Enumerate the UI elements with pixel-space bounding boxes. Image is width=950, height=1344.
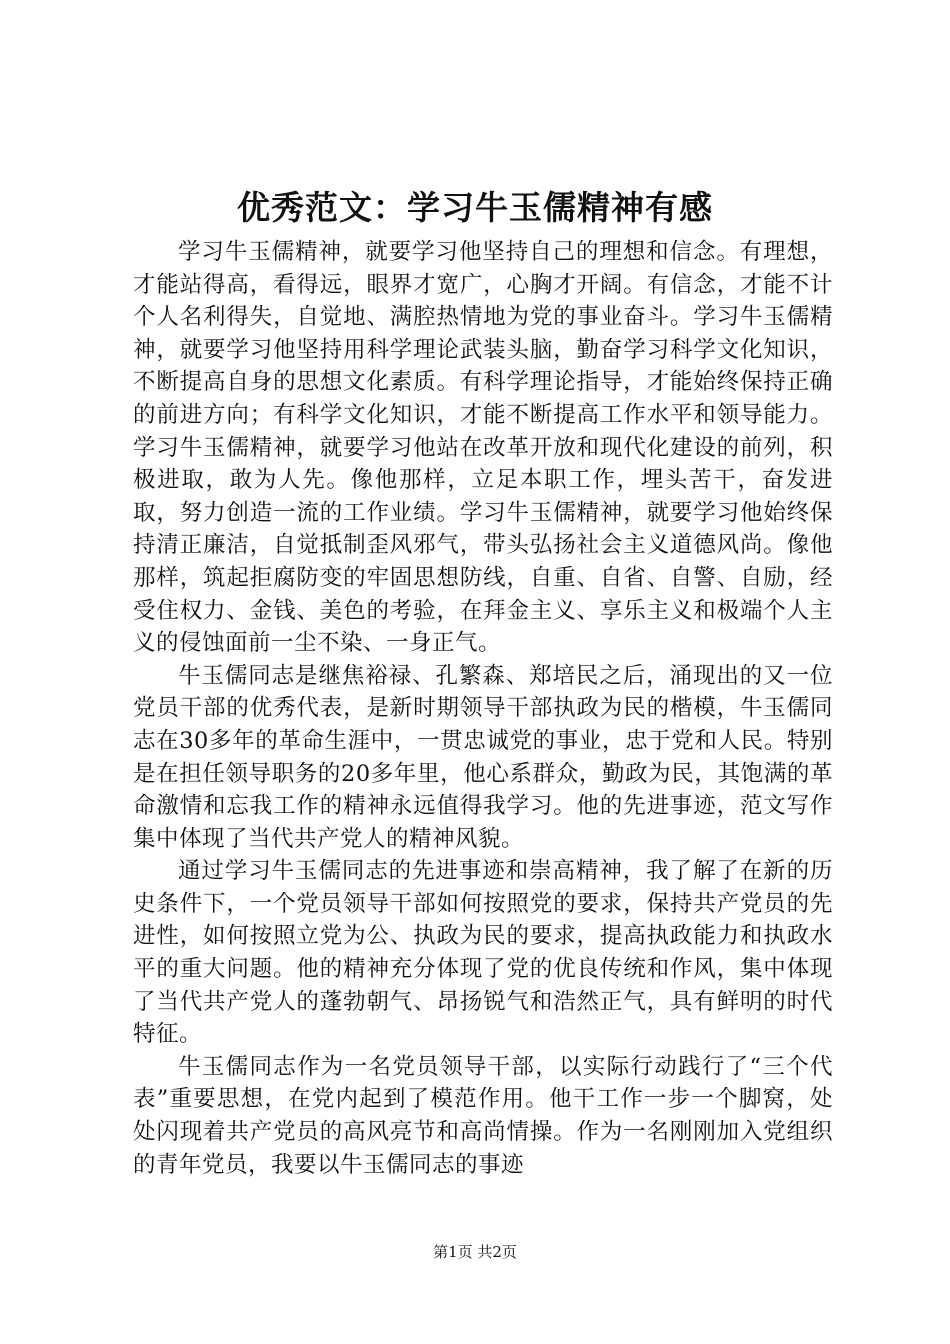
paragraph: 通过学习牛玉儒同志的先进事迹和崇高精神，我了解了在新的历史条件下，一个党员领导干部如何按照党的要求，保持共产党员的先进性，如何按照立党为公、执政为民的要求，提高执政能力和执政水平的重大问题。他的精神充分体现了党的优良传统和作风，集中体现了当代共产党人的蓬勃朝气、昂扬锐气和浩然正气，具有鲜明的时代特征。 <box>133 858 833 1048</box>
paragraph: 牛玉儒同志是继焦裕禄、孔繁森、郑培民之后，涌现出的又一位党员干部的优秀代表，是新时期领导干部执政为民的楷模，牛玉儒同志在30多年的革命生涯中，一贯忠诚党的事业，忠于党和人民。特别是在担任领导职务的20多年里，他心系群众，勤政为民，其饱满的革命激情和忘我工作的精神永远值得我学习。他的先进事迹，范文写作集中体现了当代共产党人的精神风貌。 <box>133 662 833 852</box>
paragraph: 牛玉儒同志作为一名党员领导干部，以实际行动践行了“三个代表”重要思想，在党内起到了模范作用。他干工作一步一个脚窝，处处闪现着共产党员的高风亮节和高尚情操。作为一名刚刚加入党组织的青年党员，我要以牛玉儒同志的事迹 <box>133 1053 833 1178</box>
document-body <box>133 236 833 1181</box>
document-title: 优秀范文：学习牛玉儒精神有感 <box>237 188 713 227</box>
paragraph: 学习牛玉儒精神，就要学习他坚持自己的理想和信念。有理想，才能站得高，看得远，眼界才宽广，心胸才开阔。有信念，才能不计个人名利得失，自觉地、满腔热情地为党的事业奋斗。学习牛玉儒精神，就要学习他坚持用科学理论武装头脑，勤奋学习科学文化知识，不断提高自身的思想文化素质。有科学理论指导，才能始终保持正确的前进方向；有科学文化知识，才能不断提高工作水平和领导能力。学习牛玉儒精神，就要学习他站在改革开放和现代化建设的前列，积极进取，敢为人先。像他那样，立足本职工作，埋头苦干，奋发进取，努力创造一流的工作业绩。学习牛玉儒精神，就要学习他始终保持清正廉洁，自觉抵制歪风邪气，带头弘扬社会主义道德风尚。像他那样，筑起拒腐防变的牢固思想防线，自重、自省、自警、自励，经受住权力、金钱、美色的考验，在拜金主义、享乐主义和极端个人主义的侵蚀面前一尘不染、一身正气。 <box>133 239 833 657</box>
page-number-footer: 第1页 共2页 <box>433 1243 517 1261</box>
